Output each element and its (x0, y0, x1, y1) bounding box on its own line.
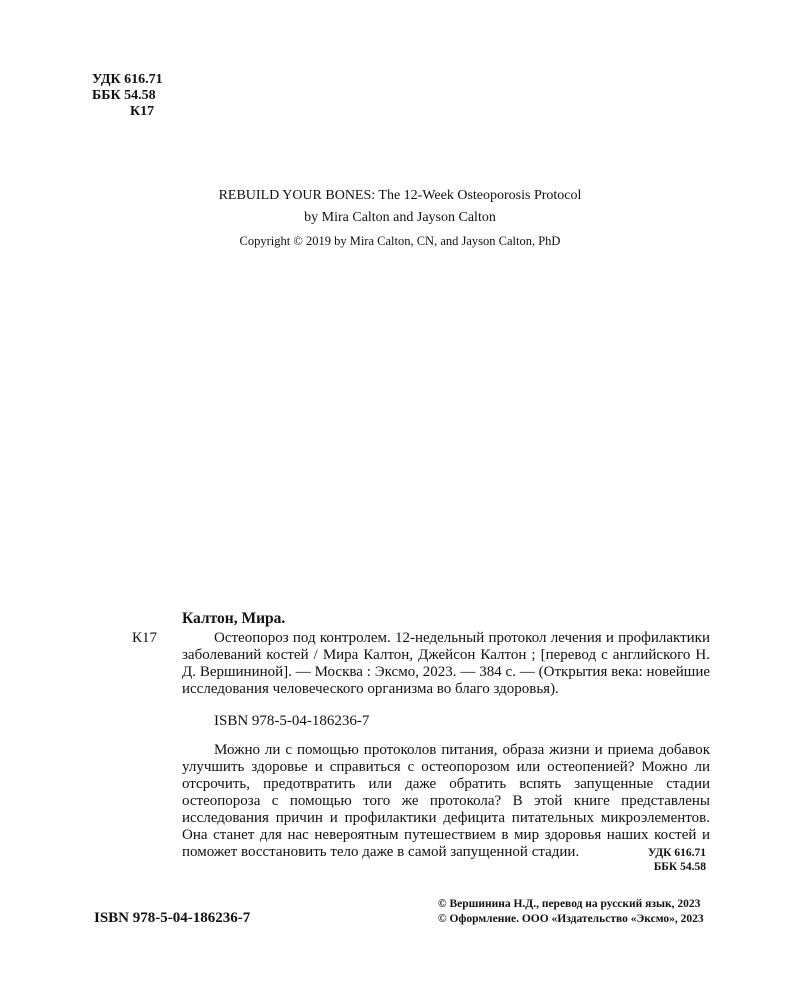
bbk-code: ББК 54.58 (92, 88, 156, 103)
record-author-mark: К17 (132, 630, 158, 646)
original-copyright: Copyright © 2019 by Mira Calton, CN, and Jayson Calton, PhD (239, 234, 561, 248)
record-udk: УДК 616.71 (647, 847, 706, 859)
record-bbk: ББК 54.58 (653, 861, 706, 873)
footer-isbn: ISBN 978-5-04-186236-7 (94, 910, 251, 926)
copyright-translation: © Вершинина Н.Д., перевод на русский язык, 2023 (438, 898, 701, 910)
record-abstract: Можно ли с помощью протоколов питания, образа жизни и приема добавок улучшить здоровье и справиться с остеопорозом или остеопенией? Можно ли отсрочить, предотвратить или даже обратить вспять запущенные стадии остеопороза с помощью того же протокола? В этой книге представлены исследования причин и профилактики дефицита питательных микроэлементов. Она станет для нас невероятным путешествием в мир здоровья наших костей и поможет восстановить тело даже в самой запущенной стадии. (182, 742, 710, 860)
copyright-design: © Оформление. ООО «Издательство «Эксмо», 2023 (438, 913, 704, 925)
original-authors: by Mira Calton and Jayson Calton (304, 210, 496, 225)
udk-code: УДК 616.71 (92, 72, 163, 87)
original-title: REBUILD YOUR BONES: The 12-Week Osteoporosis Protocol (218, 188, 582, 203)
record-codes (560, 846, 706, 874)
record-isbn: ISBN 978-5-04-186236-7 (214, 713, 370, 729)
author-mark: К17 (130, 104, 155, 119)
footer-copyrights (438, 897, 704, 927)
record-author-heading: Калтон, Мира. (182, 610, 286, 627)
record-description: Остеопороз под контролем. 12-недельный протокол лечения и профилактики заболеваний костей / Мира Калтон, Джейсон Калтон ; [перевод с английского Н. Д. Вершининой]. — Москва : Эксмо, 2023. — 384 с. — (Открытия века: новейшие исследования человеческого организма во благо здоровья). (182, 630, 710, 697)
classification-codes (92, 72, 163, 120)
